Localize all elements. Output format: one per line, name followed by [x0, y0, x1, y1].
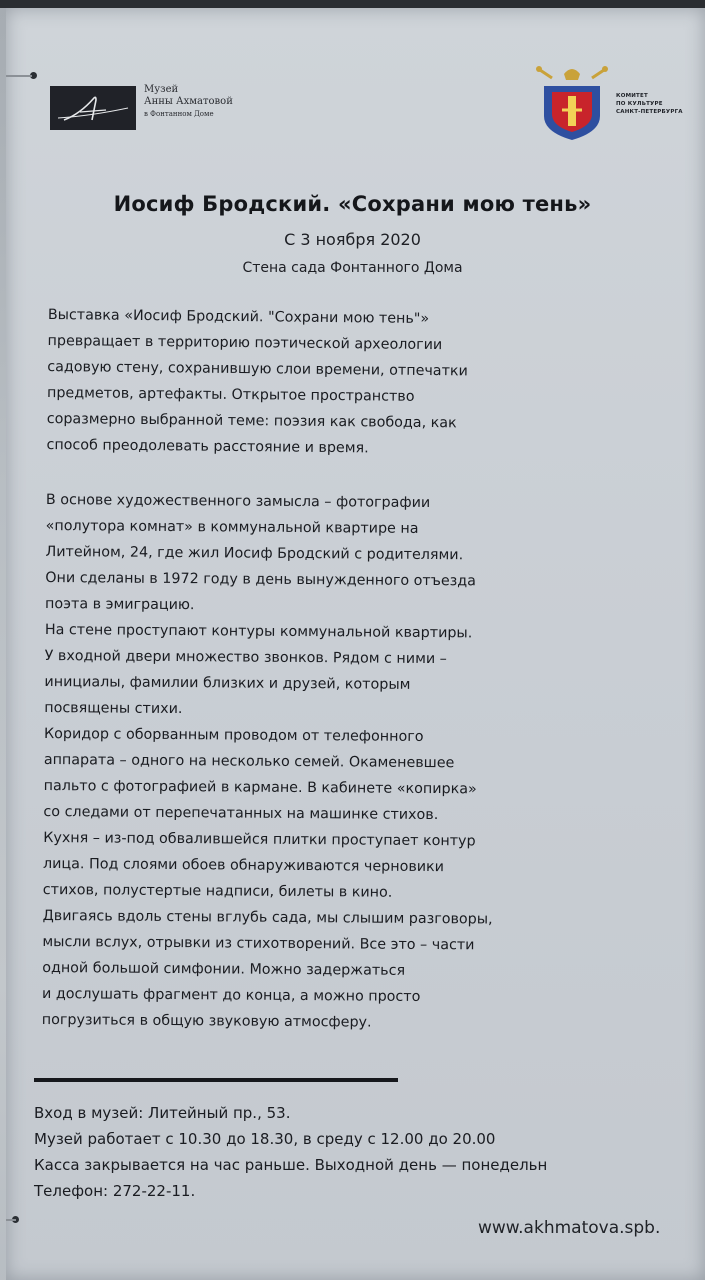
top-edge-strip	[0, 0, 705, 8]
text-line: Коридор с оборванным проводом от телефонного	[43, 725, 424, 745]
committee-line1: КОМИТЕТ	[616, 93, 648, 99]
museum-logo-line1: Музей	[144, 84, 179, 95]
pin-wire-top	[6, 75, 32, 77]
text-line: Они сделаны в 1972 году в день вынужденного отъезда	[45, 569, 476, 590]
museum-logo-line3: в Фонтанном Доме	[144, 110, 214, 118]
text-line: посвящены стихи.	[44, 699, 183, 718]
visitor-info	[34, 1100, 547, 1204]
text-line: Двигаясь вдоль стены вглубь сада, мы слышим разговоры,	[42, 907, 493, 928]
text-line: На стене проступают контуры коммунальной квартиры.	[44, 621, 473, 642]
text-line: аппарата – одного на несколько семей. Окаменевшее	[43, 751, 455, 772]
exhibition-date: С 3 ноября 2020	[284, 230, 421, 249]
text-line: В основе художественного замысла – фотографии	[45, 491, 431, 512]
info-ticket-office: Касса закрывается на час раньше. Выходной день — понедельн	[34, 1156, 548, 1174]
divider	[34, 1078, 398, 1082]
exhibition-venue: Стена сада Фонтанного Дома	[242, 260, 463, 276]
text-line: Выставка «Иосиф Бродский. "Сохрани мою тень"»	[47, 306, 430, 327]
text-line: У входной двери множество звонков. Рядом с ними –	[44, 647, 447, 668]
text-line: поэта в эмиграцию.	[45, 595, 195, 614]
description-paragraph-2	[42, 487, 496, 1037]
info-hours: Музей работает с 10.30 до 18.30, в среду с 12.00 до 20.00	[34, 1130, 496, 1148]
text-line: способ преодолевать расстояние и время.	[46, 436, 369, 457]
info-phone: Телефон: 272-22-11.	[34, 1182, 196, 1200]
text-line: погрузиться в общую звуковую атмосферу.	[41, 1011, 372, 1031]
text-line: превращает в территорию поэтической археологии	[47, 332, 443, 354]
museum-logo-mark	[50, 86, 136, 130]
text-line: садовую стену, сохранившую слои времени, отпечатки	[47, 358, 468, 380]
committee-line2: ПО КУЛЬТУРЕ	[616, 101, 663, 107]
museum-logo	[50, 78, 290, 138]
text-line: инициалы, фамилии близких и друзей, которым	[44, 673, 411, 693]
committee-line3: САНКТ-ПЕТЕРБУРГА	[616, 109, 683, 115]
website-url: www.akhmatova.spb.	[478, 1218, 661, 1238]
text-line: и дослушать фрагмент до конца, а можно просто	[41, 985, 421, 1005]
description-paragraph-1	[46, 302, 468, 462]
text-line: предметов, артефакты. Открытое пространство	[46, 384, 415, 405]
text-line: со следами от перепечатанных на машинке стихов.	[43, 803, 439, 824]
text-line: Кухня – из-под обвалившейся плитки проступает контур	[43, 829, 476, 850]
text-line: Литейном, 24, где жил Иосиф Бродский с родителями.	[45, 543, 464, 564]
museum-logo-line2: Анны Ахматовой	[144, 96, 233, 107]
text-line: лица. Под слоями обоев обнаруживаются черновики	[42, 855, 445, 876]
coat-of-arms-icon	[534, 64, 610, 144]
text-line: соразмерно выбранной теме: поэзия как свобода, как	[46, 410, 457, 432]
text-line: одной большой симфонии. Можно задержаться	[42, 959, 406, 979]
exhibition-title: Иосиф Бродский. «Сохрани мою тень»	[113, 192, 592, 216]
text-line: «полутора комнат» в коммунальной квартире на	[45, 517, 419, 537]
text-line: стихов, полустертые надписи, билеты в кино.	[42, 881, 393, 901]
text-line: пальто с фотографией в кармане. В кабинете «копирка»	[43, 777, 477, 798]
info-address: Вход в музей: Литейный пр., 53.	[34, 1104, 291, 1122]
committee-logo	[534, 64, 704, 144]
pin-wire-bottom	[6, 1219, 16, 1221]
text-line: мысли вслух, отрывки из стихотворений. Все это – части	[42, 933, 475, 954]
